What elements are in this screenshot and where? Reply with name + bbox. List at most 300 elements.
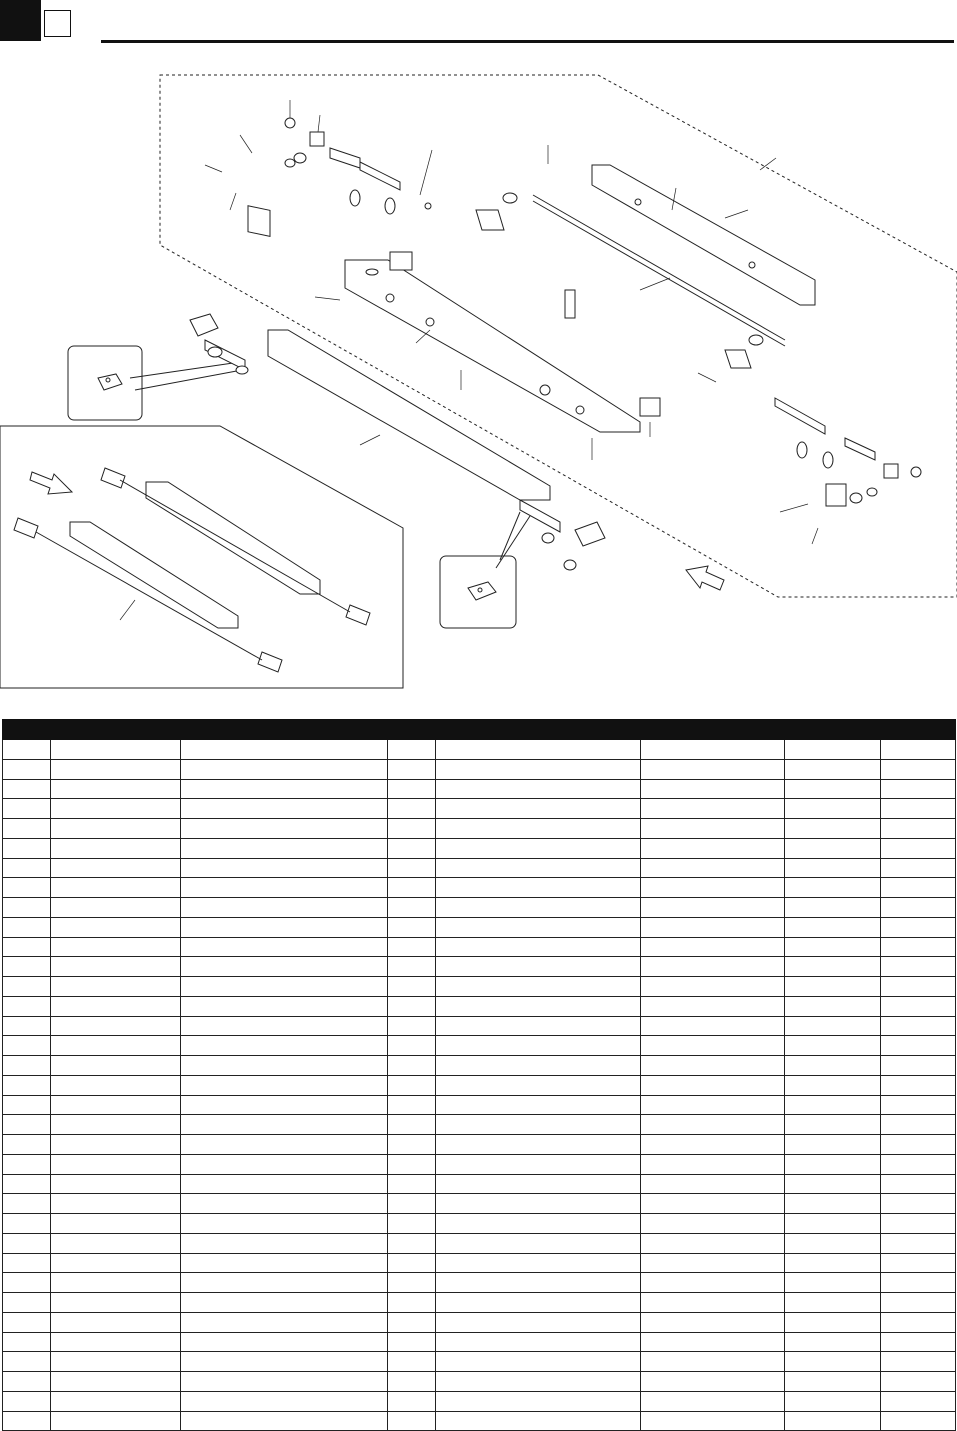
- table-cell: [3, 740, 51, 760]
- table-cell: [51, 957, 181, 977]
- table-cell: [641, 1194, 785, 1214]
- table-cell: [785, 799, 881, 819]
- table-cell: [3, 1273, 51, 1293]
- column-header: [785, 720, 881, 740]
- section-code-box: [44, 10, 71, 37]
- table-cell: [641, 1233, 785, 1253]
- table-cell: [881, 779, 956, 799]
- table-cell: [436, 1293, 641, 1313]
- table-cell: [641, 1411, 785, 1431]
- table-cell: [3, 898, 51, 918]
- table-cell: [641, 1253, 785, 1273]
- table-cell: [641, 937, 785, 957]
- column-header: [436, 720, 641, 740]
- table-cell: [785, 1115, 881, 1135]
- table-cell: [51, 1273, 181, 1293]
- table-row: [3, 1233, 956, 1253]
- table-cell: [881, 1056, 956, 1076]
- table-cell: [641, 1352, 785, 1372]
- table-cell: [3, 1115, 51, 1135]
- overview-assemblies: [14, 468, 370, 672]
- table-cell: [641, 1016, 785, 1036]
- table-cell: [881, 1332, 956, 1352]
- table-cell: [388, 858, 436, 878]
- table-row: [3, 799, 956, 819]
- table-cell: [436, 1174, 641, 1194]
- table-row: [3, 740, 956, 760]
- table-row: [3, 1016, 956, 1036]
- table-cell: [3, 838, 51, 858]
- table-cell: [181, 838, 388, 858]
- column-header: [3, 720, 51, 740]
- table-cell: [881, 858, 956, 878]
- assembly-overview-inset: [0, 426, 403, 688]
- table-cell: [641, 1273, 785, 1293]
- table-cell: [3, 1075, 51, 1095]
- table-cell: [436, 1135, 641, 1155]
- table-cell: [181, 1332, 388, 1352]
- parts-table-body: [3, 740, 956, 1431]
- table-row: [3, 1154, 956, 1174]
- table-cell: [785, 1312, 881, 1332]
- table-cell: [181, 917, 388, 937]
- table-cell: [785, 819, 881, 839]
- table-cell: [641, 1312, 785, 1332]
- table-row: [3, 779, 956, 799]
- table-cell: [51, 1115, 181, 1135]
- table-cell: [881, 937, 956, 957]
- table-row: [3, 1253, 956, 1273]
- table-cell: [436, 1332, 641, 1352]
- table-cell: [641, 1154, 785, 1174]
- table-cell: [641, 878, 785, 898]
- table-cell: [51, 1352, 181, 1372]
- table-cell: [3, 1016, 51, 1036]
- table-cell: [881, 838, 956, 858]
- table-cell: [881, 1115, 956, 1135]
- table-row: [3, 1115, 956, 1135]
- table-cell: [51, 917, 181, 937]
- table-cell: [388, 1036, 436, 1056]
- table-cell: [388, 1293, 436, 1313]
- table-row: [3, 898, 956, 918]
- table-cell: [51, 1332, 181, 1352]
- table-cell: [436, 799, 641, 819]
- table-cell: [388, 1411, 436, 1431]
- table-cell: [388, 819, 436, 839]
- table-cell: [388, 799, 436, 819]
- table-cell: [388, 878, 436, 898]
- table-cell: [388, 917, 436, 937]
- table-cell: [51, 1312, 181, 1332]
- table-cell: [181, 996, 388, 1016]
- table-cell: [3, 1293, 51, 1313]
- table-row: [3, 838, 956, 858]
- table-row: [3, 759, 956, 779]
- table-cell: [785, 838, 881, 858]
- table-row: [3, 1312, 956, 1332]
- table-cell: [3, 1352, 51, 1372]
- table-cell: [388, 1075, 436, 1095]
- table-cell: [785, 1194, 881, 1214]
- table-cell: [3, 1214, 51, 1234]
- table-cell: [51, 838, 181, 858]
- table-cell: [436, 1056, 641, 1076]
- table-cell: [181, 977, 388, 997]
- arrow-left-top: [30, 472, 72, 494]
- table-cell: [785, 1372, 881, 1392]
- table-cell: [3, 977, 51, 997]
- table-cell: [181, 759, 388, 779]
- table-cell: [436, 838, 641, 858]
- table-cell: [641, 977, 785, 997]
- table-cell: [436, 878, 641, 898]
- table-cell: [881, 957, 956, 977]
- table-cell: [51, 858, 181, 878]
- table-cell: [785, 1214, 881, 1234]
- table-cell: [3, 1411, 51, 1431]
- table-cell: [785, 1352, 881, 1372]
- table-cell: [785, 1154, 881, 1174]
- header-rule: [101, 40, 954, 43]
- table-cell: [3, 819, 51, 839]
- table-cell: [388, 1312, 436, 1332]
- table-cell: [3, 1154, 51, 1174]
- table-cell: [785, 1253, 881, 1273]
- table-row: [3, 1411, 956, 1431]
- table-cell: [881, 996, 956, 1016]
- table-cell: [881, 1233, 956, 1253]
- table-cell: [3, 858, 51, 878]
- table-cell: [641, 740, 785, 760]
- table-cell: [436, 740, 641, 760]
- table-cell: [51, 1214, 181, 1234]
- column-header: [51, 720, 181, 740]
- table-cell: [436, 1352, 641, 1372]
- table-cell: [181, 1253, 388, 1273]
- table-cell: [785, 937, 881, 957]
- table-cell: [388, 1154, 436, 1174]
- table-cell: [181, 779, 388, 799]
- table-cell: [785, 1174, 881, 1194]
- table-cell: [388, 1332, 436, 1352]
- table-cell: [388, 1214, 436, 1234]
- table-cell: [388, 1352, 436, 1372]
- table-cell: [436, 1372, 641, 1392]
- table-cell: [181, 898, 388, 918]
- table-cell: [51, 1411, 181, 1431]
- table-row: [3, 957, 956, 977]
- column-header: [881, 720, 956, 740]
- table-cell: [181, 1154, 388, 1174]
- table-row: [3, 1391, 956, 1411]
- table-cell: [388, 898, 436, 918]
- table-row: [3, 1372, 956, 1392]
- table-cell: [881, 1194, 956, 1214]
- table-cell: [785, 1135, 881, 1155]
- table-cell: [881, 1391, 956, 1411]
- table-cell: [51, 799, 181, 819]
- table-cell: [388, 1233, 436, 1253]
- table-cell: [181, 819, 388, 839]
- table-cell: [181, 1056, 388, 1076]
- table-cell: [436, 1391, 641, 1411]
- table-row: [3, 1056, 956, 1076]
- table-cell: [51, 878, 181, 898]
- table-cell: [181, 740, 388, 760]
- table-cell: [881, 898, 956, 918]
- table-cell: [181, 799, 388, 819]
- table-row: [3, 996, 956, 1016]
- table-cell: [785, 1056, 881, 1076]
- table-cell: [388, 1194, 436, 1214]
- table-cell: [51, 977, 181, 997]
- table-cell: [436, 779, 641, 799]
- table-cell: [641, 1056, 785, 1076]
- table-cell: [51, 1194, 181, 1214]
- table-cell: [436, 858, 641, 878]
- table-cell: [3, 937, 51, 957]
- table-cell: [181, 1016, 388, 1036]
- table-cell: [181, 1372, 388, 1392]
- table-cell: [881, 1214, 956, 1234]
- table-cell: [181, 1312, 388, 1332]
- table-cell: [388, 1273, 436, 1293]
- table-row: [3, 1332, 956, 1352]
- table-cell: [51, 1135, 181, 1155]
- table-cell: [881, 1293, 956, 1313]
- table-cell: [785, 1233, 881, 1253]
- table-cell: [785, 1095, 881, 1115]
- table-cell: [51, 1293, 181, 1313]
- table-cell: [785, 1293, 881, 1313]
- table-cell: [785, 1332, 881, 1352]
- table-cell: [881, 1253, 956, 1273]
- table-cell: [3, 957, 51, 977]
- table-cell: [641, 858, 785, 878]
- table-cell: [785, 957, 881, 977]
- table-cell: [881, 1312, 956, 1332]
- table-cell: [51, 1154, 181, 1174]
- table-cell: [641, 898, 785, 918]
- table-cell: [436, 1273, 641, 1293]
- table-cell: [785, 858, 881, 878]
- table-cell: [641, 838, 785, 858]
- table-cell: [436, 819, 641, 839]
- table-cell: [3, 779, 51, 799]
- table-row: [3, 878, 956, 898]
- table-cell: [388, 1391, 436, 1411]
- table-cell: [181, 937, 388, 957]
- column-header: [641, 720, 785, 740]
- table-cell: [181, 1095, 388, 1115]
- table-cell: [785, 1273, 881, 1293]
- table-header-row: [3, 720, 956, 740]
- table-cell: [436, 1115, 641, 1135]
- table-cell: [436, 1154, 641, 1174]
- table-cell: [51, 1174, 181, 1194]
- table-cell: [881, 1154, 956, 1174]
- table-row: [3, 1293, 956, 1313]
- arrow-right-bottom: [686, 566, 724, 590]
- table-cell: [785, 1016, 881, 1036]
- table-cell: [785, 878, 881, 898]
- table-cell: [51, 1253, 181, 1273]
- table-cell: [181, 1233, 388, 1253]
- table-cell: [181, 957, 388, 977]
- table-cell: [436, 937, 641, 957]
- table-cell: [388, 759, 436, 779]
- table-row: [3, 1352, 956, 1372]
- table-cell: [3, 1391, 51, 1411]
- table-cell: [181, 1036, 388, 1056]
- table-cell: [785, 898, 881, 918]
- table-cell: [881, 759, 956, 779]
- table-cell: [51, 819, 181, 839]
- table-cell: [436, 1095, 641, 1115]
- table-cell: [181, 1391, 388, 1411]
- table-cell: [436, 1016, 641, 1036]
- table-cell: [641, 1332, 785, 1352]
- table-cell: [3, 799, 51, 819]
- table-cell: [641, 1135, 785, 1155]
- table-cell: [881, 1352, 956, 1372]
- table-row: [3, 1273, 956, 1293]
- table-row: [3, 858, 956, 878]
- table-row: [3, 937, 956, 957]
- table-cell: [3, 1135, 51, 1155]
- table-cell: [51, 1095, 181, 1115]
- table-cell: [785, 759, 881, 779]
- column-header: [388, 720, 436, 740]
- table-cell: [51, 996, 181, 1016]
- table-cell: [3, 759, 51, 779]
- table-cell: [3, 878, 51, 898]
- table-cell: [181, 1135, 388, 1155]
- table-row: [3, 1214, 956, 1234]
- table-cell: [388, 1372, 436, 1392]
- table-cell: [388, 977, 436, 997]
- table-cell: [51, 779, 181, 799]
- table-cell: [388, 1115, 436, 1135]
- table-cell: [881, 1075, 956, 1095]
- table-cell: [388, 996, 436, 1016]
- table-cell: [881, 1174, 956, 1194]
- table-cell: [436, 1233, 641, 1253]
- table-cell: [3, 917, 51, 937]
- table-cell: [785, 1411, 881, 1431]
- table-cell: [436, 759, 641, 779]
- table-cell: [3, 1233, 51, 1253]
- table-cell: [881, 799, 956, 819]
- table-cell: [181, 1174, 388, 1194]
- top-left-parts: [248, 118, 431, 236]
- table-cell: [181, 1194, 388, 1214]
- table-cell: [881, 1016, 956, 1036]
- table-row: [3, 819, 956, 839]
- table-cell: [881, 977, 956, 997]
- column-header: [181, 720, 388, 740]
- table-cell: [51, 1391, 181, 1411]
- upper-bar: [592, 165, 815, 305]
- table-cell: [3, 1194, 51, 1214]
- table-cell: [388, 1016, 436, 1036]
- table-cell: [641, 779, 785, 799]
- table-cell: [641, 1391, 785, 1411]
- table-cell: [785, 996, 881, 1016]
- table-cell: [641, 799, 785, 819]
- table-cell: [436, 1036, 641, 1056]
- table-cell: [785, 740, 881, 760]
- table-cell: [641, 1214, 785, 1234]
- table-cell: [881, 1135, 956, 1155]
- table-cell: [388, 1135, 436, 1155]
- table-cell: [436, 1411, 641, 1431]
- table-cell: [388, 838, 436, 858]
- table-cell: [388, 1095, 436, 1115]
- table-cell: [181, 1293, 388, 1313]
- table-row: [3, 917, 956, 937]
- table-cell: [436, 977, 641, 997]
- table-cell: [3, 996, 51, 1016]
- table-cell: [881, 1095, 956, 1115]
- table-cell: [3, 1332, 51, 1352]
- table-cell: [388, 740, 436, 760]
- table-cell: [51, 937, 181, 957]
- table-cell: [785, 1391, 881, 1411]
- table-cell: [436, 1253, 641, 1273]
- table-cell: [51, 1372, 181, 1392]
- table-cell: [881, 1411, 956, 1431]
- table-cell: [785, 779, 881, 799]
- table-cell: [3, 1174, 51, 1194]
- table-cell: [3, 1253, 51, 1273]
- table-cell: [388, 937, 436, 957]
- table-cell: [641, 759, 785, 779]
- table-cell: [181, 878, 388, 898]
- table-cell: [881, 917, 956, 937]
- table-cell: [641, 1174, 785, 1194]
- section-marker-block: [0, 0, 41, 41]
- table-cell: [436, 957, 641, 977]
- table-cell: [181, 1411, 388, 1431]
- table-cell: [51, 1075, 181, 1095]
- table-row: [3, 1095, 956, 1115]
- table-cell: [181, 1273, 388, 1293]
- table-cell: [51, 1016, 181, 1036]
- table-cell: [181, 1214, 388, 1234]
- table-cell: [51, 1233, 181, 1253]
- table-cell: [785, 1036, 881, 1056]
- table-cell: [436, 917, 641, 937]
- table-cell: [51, 1056, 181, 1076]
- table-cell: [388, 1253, 436, 1273]
- table-cell: [881, 1273, 956, 1293]
- right-shaft-assembly: [520, 500, 605, 570]
- table-cell: [51, 898, 181, 918]
- table-cell: [388, 957, 436, 977]
- table-row: [3, 1135, 956, 1155]
- table-cell: [641, 1036, 785, 1056]
- table-cell: [641, 1075, 785, 1095]
- table-row: [3, 1194, 956, 1214]
- table-cell: [181, 1115, 388, 1135]
- table-cell: [51, 759, 181, 779]
- exploded-parts-diagram: [0, 60, 957, 700]
- table-row: [3, 1174, 956, 1194]
- table-cell: [436, 1075, 641, 1095]
- table-cell: [641, 1115, 785, 1135]
